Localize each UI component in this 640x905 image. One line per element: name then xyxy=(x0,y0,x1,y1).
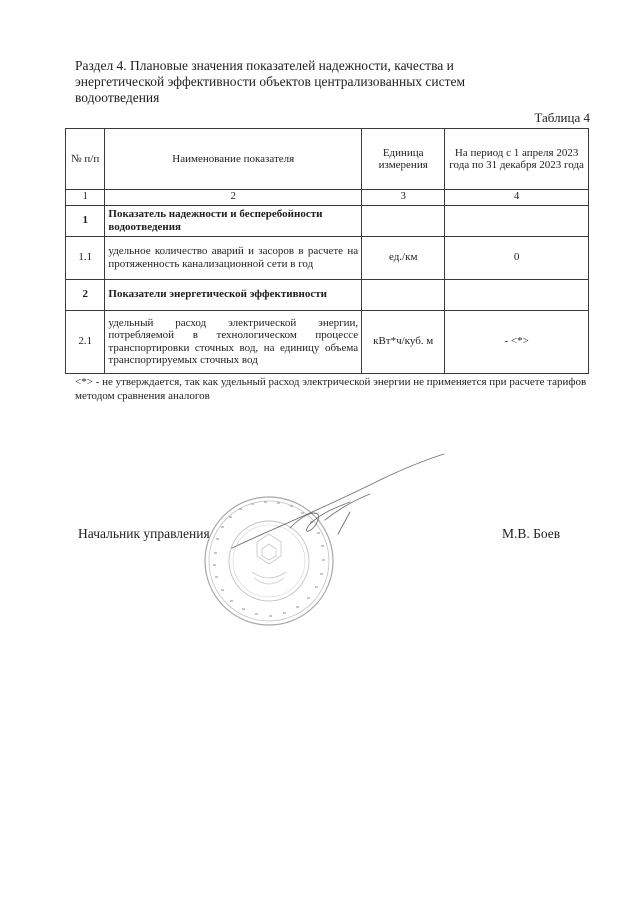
signer-name: М.В. Боев xyxy=(502,526,561,541)
row-indicator-name: Показатель надежности и бесперебойности водоотведения xyxy=(105,205,362,236)
row-value: - <*> xyxy=(445,310,589,373)
row-indicator-name: удельное количество аварий и засоров в расчете на протяженность канализационной сети в год xyxy=(105,236,362,279)
table-section-row xyxy=(66,205,589,236)
row-number: 2 xyxy=(66,279,105,310)
row-value xyxy=(445,279,589,310)
footnote: <*> - не утверждается, так как удельный расход электрической энергии не применяется при расчете тарифов методом сравнения аналогов xyxy=(75,376,587,402)
row-unit xyxy=(362,205,445,236)
row-indicator-name: удельный расход электрической энергии, потребляемой в технологическом процессе транспортировки сточных вод, на единицу объема транспортируемых сточных вод xyxy=(105,310,362,373)
section-heading xyxy=(75,58,589,106)
row-value xyxy=(445,205,589,236)
header-number: № п/п xyxy=(66,129,105,190)
column-number-row xyxy=(66,190,589,206)
heading-line-3: водоотведения xyxy=(75,90,160,105)
heading-line-1: Раздел 4. Плановые значения показателей надежности, качества и xyxy=(75,58,454,73)
table-row xyxy=(66,236,589,279)
row-number: 1 xyxy=(66,205,105,236)
indicators-table xyxy=(65,128,589,374)
row-value: 0 xyxy=(445,236,589,279)
table-caption: Таблица 4 xyxy=(534,110,590,125)
row-unit: кВт*ч/куб. м xyxy=(362,310,445,373)
table-header-row xyxy=(66,129,589,190)
header-period: На период с 1 апреля 2023 года по 31 декабря 2023 года xyxy=(445,129,589,190)
row-indicator-name: Показатели энергетической эффективности xyxy=(105,279,362,310)
row-number: 2.1 xyxy=(66,310,105,373)
handwritten-signature xyxy=(230,450,450,560)
header-unit: Единица измерения xyxy=(362,129,445,190)
column-number: 1 xyxy=(66,190,105,206)
column-number: 2 xyxy=(105,190,362,206)
column-number: 3 xyxy=(362,190,445,206)
row-unit xyxy=(362,279,445,310)
table-section-row xyxy=(66,279,589,310)
column-number: 4 xyxy=(445,190,589,206)
heading-line-2: энергетической эффективности объектов централизованных систем xyxy=(75,74,466,89)
row-number: 1.1 xyxy=(66,236,105,279)
row-unit: ед./км xyxy=(362,236,445,279)
signer-title: Начальник управления xyxy=(78,526,210,541)
header-indicator-name: Наименование показателя xyxy=(105,129,362,190)
table-row xyxy=(66,310,589,373)
